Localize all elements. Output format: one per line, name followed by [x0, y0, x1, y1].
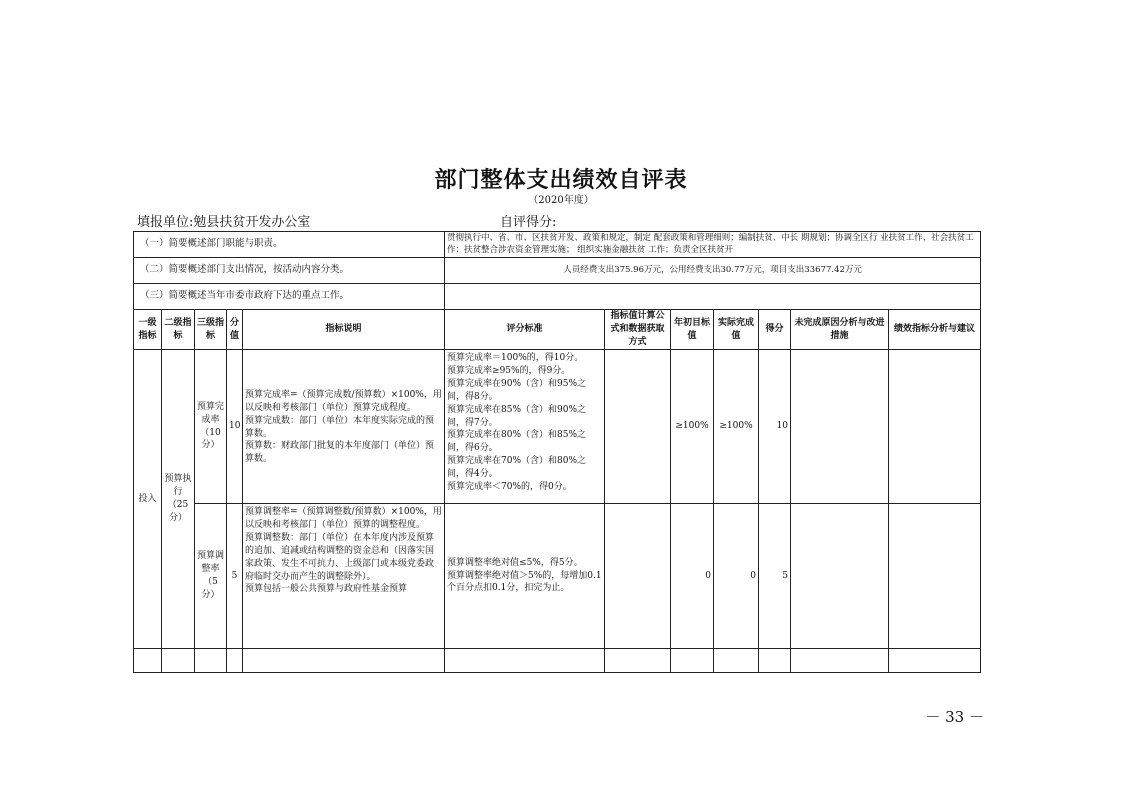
header-target: 年初目标值	[671, 310, 714, 350]
header-score: 得分	[759, 310, 791, 350]
level3-cell: 预算调整率（5分）	[195, 504, 227, 649]
header-advice: 绩效指标分析与建议	[889, 310, 981, 350]
advice-cell	[889, 504, 981, 649]
score-cell: 5	[759, 504, 791, 649]
table-row	[134, 350, 981, 504]
header-reason: 未完成原因分析与改进措施	[791, 310, 889, 350]
summary-question: （二）简要概述部门支出情况，按活动内容分类。	[134, 258, 445, 284]
empty-cell	[195, 649, 227, 673]
summary-question: （一）简要概述部门职能与职责。	[134, 232, 445, 258]
target-cell: 0	[671, 504, 714, 649]
header-level2: 二级指标	[162, 310, 195, 350]
level2-cell: 预算执行（25分）	[162, 350, 195, 649]
criteria-cell: 预算调整率绝对值≤5%，得5分。 预算调整率绝对值＞5%的，每增加0.1个百分点扣0.1分，扣完为止。	[445, 504, 605, 649]
actual-cell: ≥100%	[714, 350, 759, 504]
target-cell: ≥100%	[671, 350, 714, 504]
advice-cell	[889, 350, 981, 504]
header-formula: 指标值计算公式和数据获取方式	[605, 310, 671, 350]
level3-cell: 预算完成率（10分）	[195, 350, 227, 504]
summary-answer: 人员经费支出375.96万元，公用经费支出30.77万元，项目支出33677.42万元	[445, 258, 981, 284]
description-cell: 预算完成率=（预算完成数/预算数）×100%，用以反映和考核部门（单位）预算完成程度。 预算完成数：部门（单位）本年度实际完成的预算数。 预算数：财政部门批复的本年度部门（单位）预算数。	[243, 350, 445, 504]
empty-cell	[162, 649, 195, 673]
reason-cell	[791, 504, 889, 649]
score-value-cell: 5	[227, 504, 243, 649]
year-subtitle: （2020年度）	[528, 195, 594, 206]
header-row	[134, 310, 981, 350]
page-number: － 33 －	[925, 708, 984, 726]
empty-cell	[791, 649, 889, 673]
empty-cell	[714, 649, 759, 673]
empty-cell	[759, 649, 791, 673]
evaluation-table	[133, 231, 981, 673]
empty-cell	[243, 649, 445, 673]
reason-cell	[791, 350, 889, 504]
level1-cell: 投入	[134, 350, 162, 649]
summary-row-duties	[134, 232, 981, 258]
empty-cell	[605, 649, 671, 673]
page-title: 部门整体支出绩效自评表	[434, 167, 688, 193]
header-description: 指标说明	[243, 310, 445, 350]
summary-answer	[445, 284, 981, 310]
self-score-label: 自评得分:	[500, 215, 557, 230]
header-criteria: 评分标准	[445, 310, 605, 350]
criteria-cell: 预算完成率＝100%的，得10分。 预算完成率≥95%的，得9分。 预算完成率在90%（含）和95%之间，得8分。 预算完成率在85%（含）和90%之间，得7分。 预算完成率在80%（含）和85%之间，得6分。 预算完成率在70%（含）和80%之间，得4分。 预算完成率＜70%的，得0分。	[445, 350, 605, 504]
summary-row-expenditure	[134, 258, 981, 284]
empty-cell	[227, 649, 243, 673]
description-cell: 预算调整率=（预算调整数/预算数）×100%，用以反映和考核部门（单位）预算的调整程度。 预算调整数：部门（单位）在本年度内涉及预算的追加、追减或结构调整的资金总和（因落实国家政策、发生不可抗力、上级部门或本级党委政府临时交办而产生的调整除外）。 预算包括一般公共预算与政府性基金预算	[243, 504, 445, 649]
formula-cell	[605, 350, 671, 504]
reporting-unit: 填报单位:勉县扶贫开发办公室	[137, 215, 311, 230]
empty-cell	[445, 649, 605, 673]
summary-question: （三）简要概述当年市委市政府下达的重点工作。	[134, 284, 445, 310]
score-cell: 10	[759, 350, 791, 504]
summary-row-key-work	[134, 284, 981, 310]
empty-cell	[889, 649, 981, 673]
table-row-empty	[134, 649, 981, 673]
header-level1: 一级指标	[134, 310, 162, 350]
summary-answer: 贯彻执行中、省、市、区扶贫开发、政策和规定，制定 配套政策和管理细则；编制扶贫、中长 期规划；协调全区行 业扶贫工作、社会扶贫工作；扶贫整合涉农资金管理实施； 组织实施金融扶贫 工作；负责全区扶贫开	[445, 232, 981, 258]
header-level3: 三级指标	[195, 310, 227, 350]
header-actual: 实际完成值	[714, 310, 759, 350]
formula-cell	[605, 504, 671, 649]
empty-cell	[134, 649, 162, 673]
actual-cell: 0	[714, 504, 759, 649]
score-value-cell: 10	[227, 350, 243, 504]
table-row	[134, 504, 981, 649]
empty-cell	[671, 649, 714, 673]
header-score-value: 分值	[227, 310, 243, 350]
